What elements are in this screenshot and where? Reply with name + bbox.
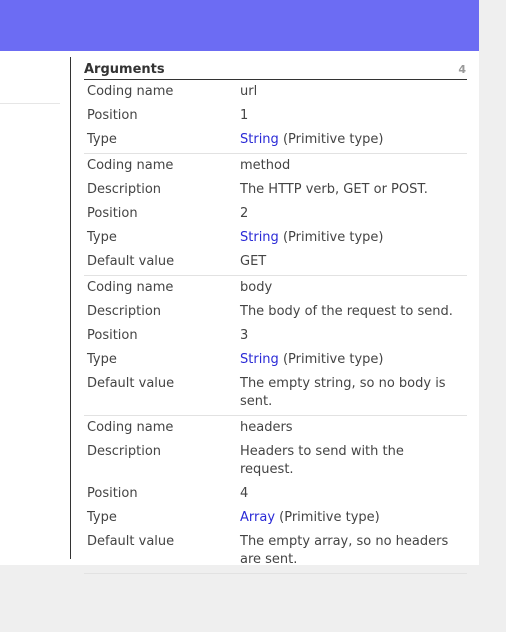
- argument-row: [84, 324, 467, 348]
- type-link[interactable]: String: [240, 132, 279, 147]
- main-content: [0, 51, 479, 565]
- argument-row: [84, 530, 467, 572]
- argument-row: [84, 348, 467, 372]
- left-panel-divider: [0, 103, 60, 104]
- row-label: Position: [87, 206, 138, 221]
- type-note: (Primitive type): [282, 132, 384, 147]
- argument-row: [84, 416, 467, 440]
- argument-row: [84, 154, 467, 178]
- row-label: Type: [87, 230, 117, 245]
- argument-row: [84, 300, 467, 324]
- type-note: (Primitive type): [279, 510, 380, 525]
- argument-method: [84, 154, 467, 276]
- type-link[interactable]: String: [240, 230, 279, 245]
- position-value: 3: [240, 328, 249, 343]
- row-label: Default value: [87, 534, 175, 549]
- row-label: Position: [87, 108, 138, 123]
- argument-url: [84, 80, 467, 154]
- default-value: The empty string, so no body is sent.: [240, 376, 446, 409]
- coding-name-value: url: [240, 84, 258, 99]
- row-label: Coding name: [87, 84, 174, 99]
- row-label: Position: [87, 328, 138, 343]
- vertical-divider: [70, 57, 71, 559]
- row-label: Coding name: [87, 280, 174, 295]
- default-value: The empty array, so no headers are sent.: [240, 534, 449, 567]
- argument-row: [84, 128, 467, 152]
- argument-body: [84, 276, 467, 416]
- type-note: (Primitive type): [282, 230, 384, 245]
- default-value: GET: [240, 254, 267, 269]
- argument-row: [84, 482, 467, 506]
- row-label: Type: [87, 352, 117, 367]
- arguments-title: Arguments: [84, 61, 165, 77]
- row-label: Type: [87, 132, 117, 147]
- argument-row: [84, 80, 467, 104]
- row-label: Coding name: [87, 158, 174, 173]
- row-label: Description: [87, 182, 162, 197]
- argument-row: [84, 372, 467, 414]
- row-label: Default value: [87, 376, 175, 391]
- coding-name-value: headers: [240, 420, 293, 435]
- row-label: Type: [87, 510, 117, 525]
- type-value: [240, 229, 467, 247]
- type-value: [240, 509, 467, 527]
- row-label: Default value: [87, 254, 175, 269]
- type-link[interactable]: String: [240, 352, 279, 367]
- arguments-header: [84, 59, 467, 80]
- row-label: Coding name: [87, 420, 174, 435]
- type-link[interactable]: Array: [240, 510, 276, 525]
- coding-name-value: method: [240, 158, 291, 173]
- coding-name-value: body: [240, 280, 273, 295]
- row-label: Description: [87, 304, 162, 319]
- argument-row: [84, 250, 467, 274]
- description-value: The HTTP verb, GET or POST.: [240, 182, 428, 197]
- type-value: [240, 131, 467, 149]
- argument-headers: [84, 416, 467, 574]
- argument-row: [84, 226, 467, 250]
- position-value: 4: [240, 486, 249, 501]
- position-value: 2: [240, 206, 249, 221]
- argument-row: [84, 104, 467, 128]
- argument-row: [84, 178, 467, 202]
- row-label: Description: [87, 444, 162, 459]
- type-value: [240, 351, 467, 369]
- position-value: 1: [240, 108, 249, 123]
- argument-row: [84, 276, 467, 300]
- description-value: Headers to send with the request.: [240, 444, 404, 477]
- argument-row: [84, 440, 467, 482]
- description-value: The body of the request to send.: [240, 304, 453, 319]
- argument-row: [84, 506, 467, 530]
- row-label: Position: [87, 486, 138, 501]
- arguments-count: 4: [458, 62, 466, 76]
- type-note: (Primitive type): [282, 352, 384, 367]
- arguments-panel: [84, 59, 467, 574]
- top-header-bar: [0, 0, 479, 51]
- argument-row: [84, 202, 467, 226]
